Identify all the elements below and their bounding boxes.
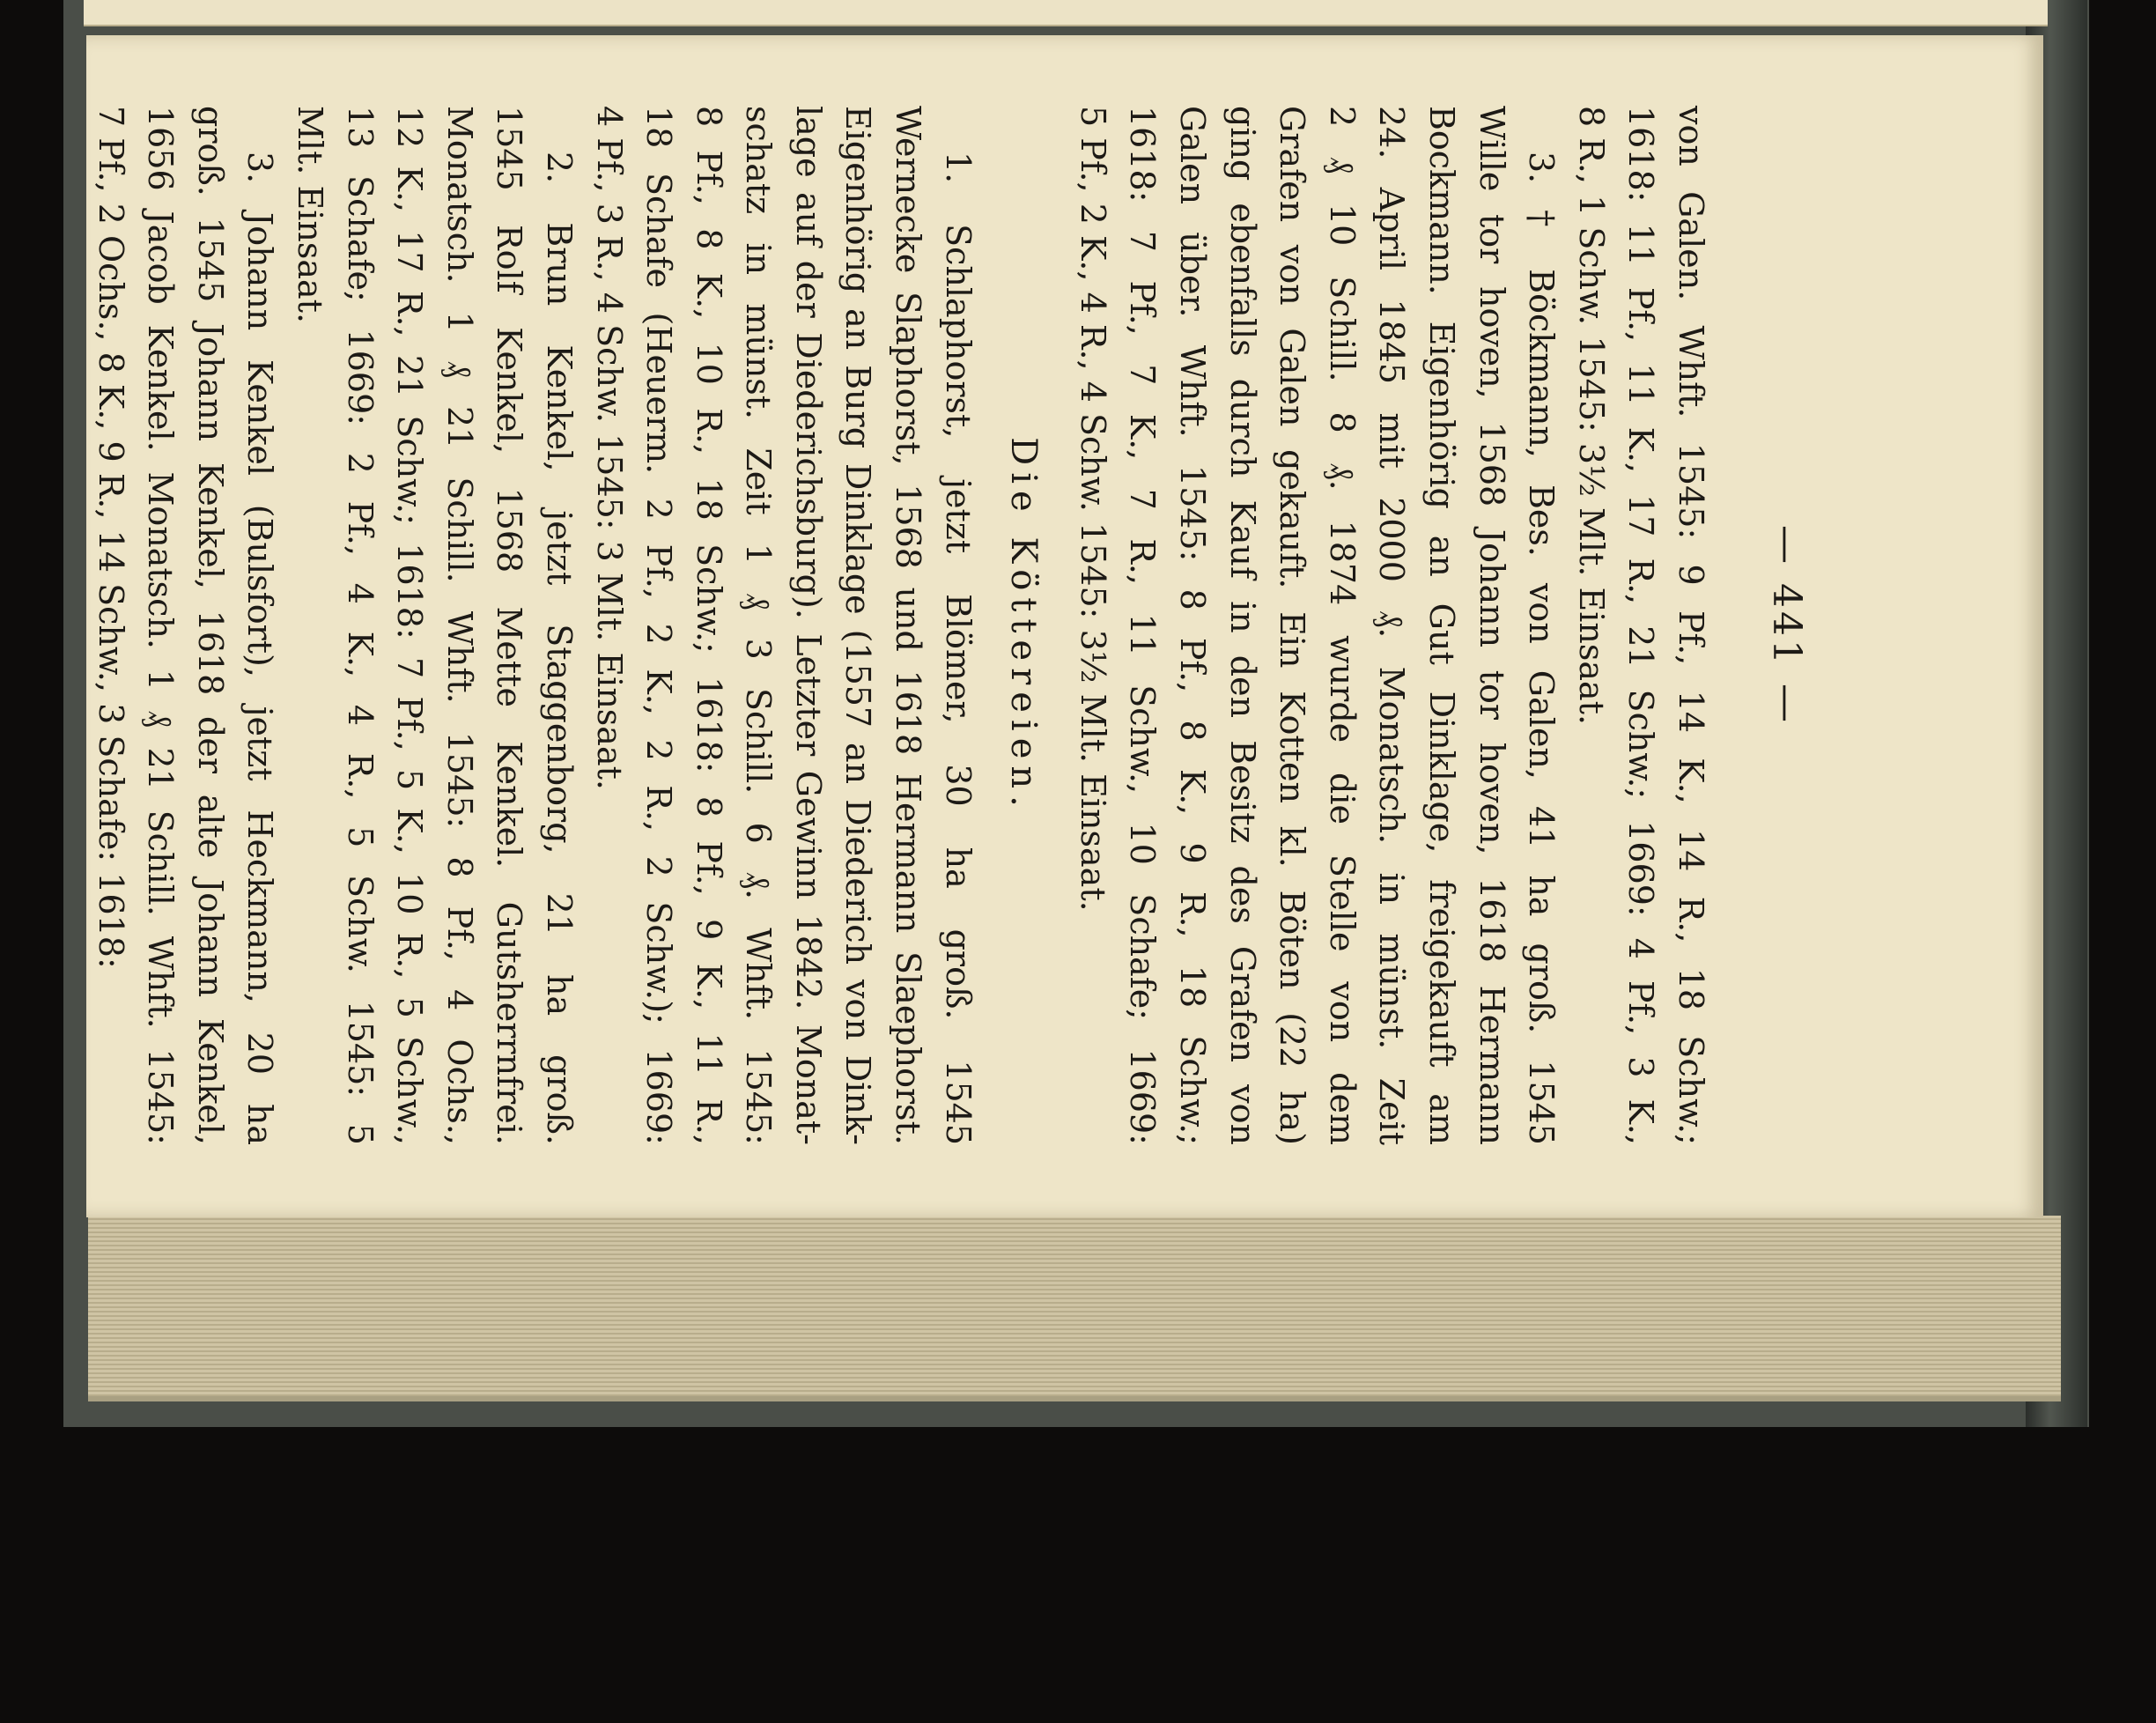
text-line: 3. Johann Kenkel (Bulsfort), jetzt Heckmann, 20 ha (240, 152, 280, 1145)
text-line: 18 Schafe (Heuerm. 2 Pf., 2 K., 2 R., 2 Schw.); 1669: (639, 106, 679, 1145)
text-line: Mlt. Einsaat. (290, 106, 329, 324)
page-text-block (91, 106, 1813, 1145)
text-line: Wernecke Slaphorst, 1568 und 1618 Hermann Slaephorst. (889, 106, 928, 1145)
text-line: Galen über. Whft. 1545: 8 Pf., 8 K., 9 R., 18 Schw.; (1173, 106, 1213, 1145)
paragraph (1566, 106, 1716, 1145)
text-line: 4 Pf., 3 R., 4 Schw. 1545: 3 Mlt. Einsaat. (589, 106, 629, 790)
paragraph (1067, 106, 1566, 1145)
text-line: 2 ₰ 10 Schill. 8 ₰. 1874 wurde die Stelle von dem (1322, 106, 1362, 1145)
text-line: 1618: 7 Pf., 7 K., 7 R., 11 Schw., 10 Schafe; 1669: (1123, 106, 1163, 1145)
page-block-edges (88, 1216, 2061, 1401)
text-line: lage auf der Diederichsburg). Letzter Gewinn 1842. Monat- (788, 106, 828, 1145)
page-number: — 441 — (1764, 525, 1809, 726)
section-heading: Die Köttereien. (1003, 437, 1045, 814)
text-line: 24. April 1845 mit 2000 ₰. Monatsch. in münst. Zeit (1372, 106, 1412, 1145)
text-line: 1. Schlaphorst, jetzt Blömer, 30 ha groß. 1545 (938, 152, 978, 1145)
text-line: Grafen von Galen gekauft. Ein Kotten kl. Böten (22 ha) (1273, 106, 1312, 1145)
text-line: groß. 1545 Johann Kenkel, 1618 der alte Johann Kenkel, (190, 106, 230, 1145)
text-line: 8 R., 1 Schw. 1545: 3½ Mlt. Einsaat. (1571, 106, 1611, 726)
text-line: 3. † Böckmann, Bes. von Galen, 41 ha groß. 1545 (1522, 152, 1562, 1145)
paragraph (284, 106, 584, 1145)
book-page (86, 35, 2043, 1217)
text-section-bottom (85, 106, 983, 1145)
text-line: Eigenhörig an Burg Dinklage (1557 an Diederich von Dink- (838, 106, 878, 1145)
text-line: von Galen. Whft. 1545: 9 Pf., 14 K., 14 R., 18 Schw.; (1672, 106, 1710, 1145)
paragraph (584, 106, 983, 1145)
text-line: 1656 Jacob Kenkel. Monatsch. 1 ₰ 21 Schill. Whft. 1545: (141, 106, 181, 1145)
text-line: 8 Pf., 8 K., 10 R., 18 Schw.; 1618: 8 Pf., 9 K., 11 R., (689, 106, 728, 1145)
text-line: 1545 Rolf Kenkel, 1568 Mette Kenkel. Gutsherrnfrei. (490, 106, 529, 1145)
text-line: 12 K., 17 R., 21 Schw.; 1618: 7 Pf., 5 K., 10 R., 5 Schw., (390, 106, 430, 1145)
text-line: 13 Schafe; 1669: 2 Pf., 4 K., 4 R., 5 Schw. 1545: 5 (340, 106, 380, 1145)
text-line: 5 Pf., 2 K., 4 R., 4 Schw. 1545: 3½ Mlt. Einsaat. (1073, 106, 1112, 912)
text-section-top (1067, 106, 1716, 1145)
text-line: Monatsch. 1 ₰ 21 Schill. Whft. 1545: 8 Pf., 4 Ochs., (439, 106, 479, 1145)
text-line: 2. Brun Kenkel, jetzt Staggenborg, 21 ha groß. (539, 152, 579, 1145)
text-line: Wille tor hoven, 1568 Johann tor hoven, 1618 Hermann (1472, 106, 1511, 1145)
paragraph (85, 106, 284, 1145)
text-line: schatz in münst. Zeit 1 ₰ 3 Schill. 6 ₰. Whft. 1545: (739, 106, 779, 1145)
previous-page-edge (84, 0, 2048, 26)
text-line: 7 Pf., 2 Ochs., 8 K., 9 R., 14 Schw., 3 Schafe: 1618: (91, 106, 130, 969)
text-line: 1618: 11 Pf., 11 K., 17 R., 21 Schw.; 1669: 4 Pf., 3 K., (1621, 106, 1661, 1145)
text-line: Bockmann. Eigenhörig an Gut Dinklage, freigekauft am (1422, 106, 1462, 1145)
text-line: ging ebenfalls durch Kauf in den Besitz des Grafen von (1222, 106, 1262, 1145)
